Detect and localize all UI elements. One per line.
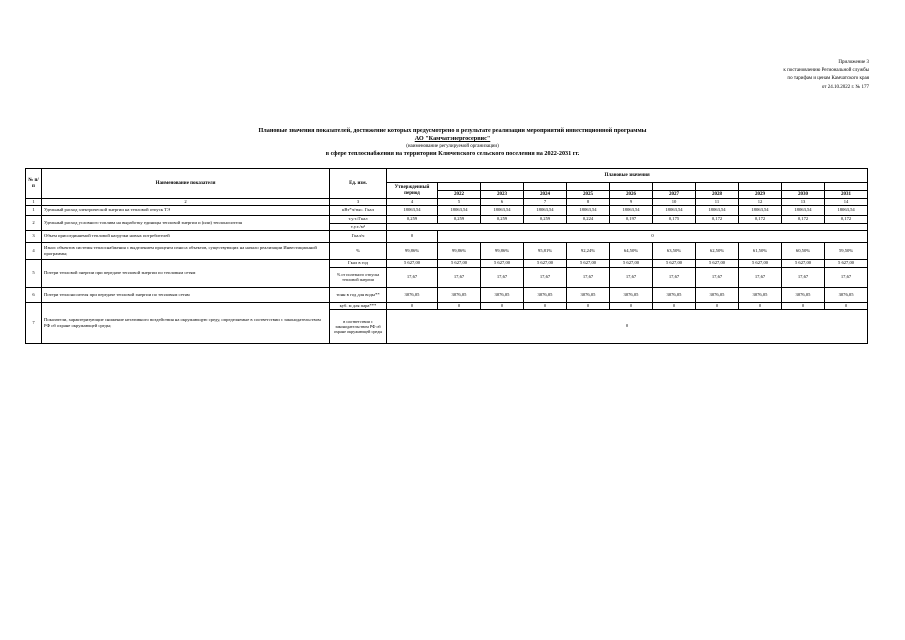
row-value: 0: [739, 302, 782, 309]
year-cell: 2026: [610, 191, 653, 199]
document-title: Плановые значения показателей, достижение которых предусмотрено в результате реализации мероприятий инвестиционной программы: [258, 127, 647, 134]
row-value: 17,67: [739, 267, 782, 287]
row-value: 17,67: [567, 267, 610, 287]
row-value: 62,50%: [696, 242, 739, 259]
row-value: 5 627,00: [696, 259, 739, 267]
row-value: 18063,54: [782, 205, 825, 215]
row-approved: 0: [387, 302, 438, 309]
row-value: 18063,54: [739, 205, 782, 215]
col-number: 14: [825, 199, 868, 206]
row-value: 60,50%: [782, 242, 825, 259]
col-number: 4: [387, 199, 438, 206]
row-value: 0: [524, 302, 567, 309]
row-unit: кВт*ч/тыс. Гкал: [330, 205, 387, 215]
row-approved: 17,67: [387, 267, 438, 287]
indicators-table: [25, 168, 868, 344]
row-value: 0: [610, 302, 653, 309]
header-unit: Ед. изм.: [330, 169, 387, 199]
row-num: 4: [26, 242, 42, 259]
row-value: 61,50%: [739, 242, 782, 259]
row-name: Показатели, характеризующие снижение негативного воздействия на окружающую среду, определяемые в соответствии с законодательством РФ об охране окружающей среды;: [42, 302, 330, 343]
col-number: 7: [524, 199, 567, 206]
year-cell: 2030: [782, 191, 825, 199]
row-value: 0,197: [610, 215, 653, 223]
row-approved: 18063,54: [387, 205, 438, 215]
table-row: [26, 215, 868, 223]
col-number: 1: [26, 199, 42, 206]
row-value: 0,172: [825, 215, 868, 223]
col-number: 8: [567, 199, 610, 206]
row-value: 3076,05: [610, 287, 653, 302]
row-name: Удельный расход электрической энергии на тепловой отпуск ТЭ: [42, 205, 330, 215]
col-number: 13: [782, 199, 825, 206]
row-value: 64,50%: [610, 242, 653, 259]
header-year-2027: [653, 183, 696, 191]
row-value: 17,67: [782, 267, 825, 287]
row-value: 17,67: [524, 267, 567, 287]
row-merged-value: 0: [438, 230, 868, 242]
row-num: 2: [26, 215, 42, 230]
row-value: 99,86%: [481, 242, 524, 259]
row-value: 5 627,00: [438, 259, 481, 267]
row-name: Износ объектов системы теплоснабжения с выделением процента износа объектов, существующих на начало реализации Инвестиционной программы;: [42, 242, 330, 259]
header-year-2024: [524, 183, 567, 191]
row-value: 18063,54: [481, 205, 524, 215]
row-value: 17,67: [653, 267, 696, 287]
row-value: 0,175: [653, 215, 696, 223]
row-unit: %: [330, 242, 387, 259]
organization-name: АО "Камчатэнергосервис": [414, 135, 491, 142]
row-value: 0: [567, 302, 610, 309]
row-value: 3076,05: [825, 287, 868, 302]
row-value: 5 627,00: [782, 259, 825, 267]
document-subtitle: в сфере теплоснабжения на территории Ключевского сельского поселения на 2022-2031 гг.: [325, 150, 580, 157]
row-name: Удельный расход условного топлива на выработку единицы тепловой энергии и (или) теплоносителя: [42, 215, 330, 230]
table-row: [26, 287, 868, 302]
row-value: 5 627,00: [610, 259, 653, 267]
year-cell: 2027: [653, 191, 696, 199]
col-number: 11: [696, 199, 739, 206]
row-value: 5 627,00: [653, 259, 696, 267]
row-unit: % от полезного отпуска тепловой энергии: [330, 267, 387, 287]
year-cell: 2022: [438, 191, 481, 199]
row-value: 3076,05: [782, 287, 825, 302]
appendix-note: [669, 59, 869, 92]
row-value: 3076,05: [567, 287, 610, 302]
year-cell: 2029: [739, 191, 782, 199]
row-value: 0,259: [438, 215, 481, 223]
row-value: 3076,05: [524, 287, 567, 302]
row-value: 5 627,00: [524, 259, 567, 267]
header-approved: Утвержденный период: [387, 183, 438, 199]
col-number: 2: [42, 199, 330, 206]
col-number: 12: [739, 199, 782, 206]
appendix-line-2: к постановлению Региональной службы: [783, 68, 869, 74]
col-number: 6: [481, 199, 524, 206]
row-value: 18063,54: [610, 205, 653, 215]
row-value: 0: [825, 302, 868, 309]
row-value: 17,67: [438, 267, 481, 287]
row-value: 0: [696, 302, 739, 309]
header-num: № п/п: [26, 169, 42, 199]
row-value: 17,67: [825, 267, 868, 287]
row-value: 18063,54: [825, 205, 868, 215]
row-value: 18063,54: [438, 205, 481, 215]
row-value: 0,172: [739, 215, 782, 223]
row-value: 99,86%: [438, 242, 481, 259]
row-value: 0,172: [696, 215, 739, 223]
row-value: 18063,54: [653, 205, 696, 215]
row-value: 63,50%: [653, 242, 696, 259]
row-empty: [387, 223, 868, 230]
header-year-2029: [739, 183, 782, 191]
row-value: 5 627,00: [481, 259, 524, 267]
col-number: 9: [610, 199, 653, 206]
year-cell: 2028: [696, 191, 739, 199]
header-year-2028: [696, 183, 739, 191]
row-unit: куб. м для пара***: [330, 302, 387, 309]
row-value: 0: [481, 302, 524, 309]
row-value: 17,67: [696, 267, 739, 287]
row-approved: 5 627,00: [387, 259, 438, 267]
year-cell: 2031: [825, 191, 868, 199]
header-name: Наименование показателя: [42, 169, 330, 199]
header-row: [26, 169, 868, 183]
row-value: 0,259: [524, 215, 567, 223]
row-num: 6: [26, 287, 42, 302]
row-unit: тонн в год для воды**: [330, 287, 387, 302]
header-year-2031: [825, 183, 868, 191]
row-value: 3076,05: [739, 287, 782, 302]
row-name: Объем присоединяемой тепловой нагрузки новых потребителей: [42, 230, 330, 242]
col-number: 3: [330, 199, 387, 206]
row-value: 5 627,00: [739, 259, 782, 267]
row-value: 0: [438, 302, 481, 309]
year-cell: 2024: [524, 191, 567, 199]
row-value: 92,24%: [567, 242, 610, 259]
row-unit: т.у.т./Гкал: [330, 215, 387, 223]
header-planned: Плановые значения: [387, 169, 868, 183]
col-number: 5: [438, 199, 481, 206]
appendix-line-4: от 24.10.2022 г. № 177: [821, 84, 869, 90]
organization-caption: (наименование регулируемой организации): [406, 144, 499, 149]
table-row: [26, 242, 868, 259]
row-value: 95,81%: [524, 242, 567, 259]
table-row: [26, 205, 868, 215]
header-year-2030: [782, 183, 825, 191]
table-row: [26, 302, 868, 309]
row-value: 18063,54: [524, 205, 567, 215]
row-value: 3076,05: [653, 287, 696, 302]
row-merged-value: 0: [387, 309, 868, 343]
row-approved: 99,86%: [387, 242, 438, 259]
row-value: 17,67: [481, 267, 524, 287]
row-value: 17,67: [610, 267, 653, 287]
row-num: 1: [26, 205, 42, 215]
year-cell: 2023: [481, 191, 524, 199]
row-value: 0: [653, 302, 696, 309]
row-approved: 0: [387, 230, 438, 242]
row-unit: Гкал/ч: [330, 230, 387, 242]
row-value: 3076,05: [481, 287, 524, 302]
row-value: 0,224: [567, 215, 610, 223]
row-value: 18063,54: [567, 205, 610, 215]
row-num: 3: [26, 230, 42, 242]
row-value: 18063,54: [696, 205, 739, 215]
col-number: 10: [653, 199, 696, 206]
table-row: [26, 230, 868, 242]
row-value: 59,50%: [825, 242, 868, 259]
row-unit: Гкал в год: [330, 259, 387, 267]
row-value: 0: [782, 302, 825, 309]
document-titles: [0, 127, 905, 158]
header-year-2022: [438, 183, 481, 191]
row-name: Потери теплоносителя при передаче тепловой энергии по тепловым сетям: [42, 287, 330, 302]
appendix-line-1: Приложение 3: [838, 60, 869, 65]
row-approved: 0,259: [387, 215, 438, 223]
row-unit: в соответствии с законодательством РФ об охране окружающей среды: [330, 309, 387, 343]
row-value: 3076,05: [696, 287, 739, 302]
row-approved: 3076,05: [387, 287, 438, 302]
header-year-2023: [481, 183, 524, 191]
row-value: 3076,05: [438, 287, 481, 302]
row-value: 5 627,00: [567, 259, 610, 267]
column-numbers-row: [26, 199, 868, 206]
row-unit: т.у.т./м³: [330, 223, 387, 230]
row-num: 7: [26, 302, 42, 343]
row-value: 0,172: [782, 215, 825, 223]
row-num: 5: [26, 259, 42, 287]
header-year-2026: [610, 183, 653, 191]
row-value: 5 627,00: [825, 259, 868, 267]
table-row: [26, 259, 868, 267]
header-year-2025: [567, 183, 610, 191]
appendix-line-3: по тарифам и ценам Камчатского края: [787, 76, 869, 82]
year-cell: 2025: [567, 191, 610, 199]
row-value: 0,259: [481, 215, 524, 223]
row-name: Потери тепловой энергии при передаче тепловой энергии по тепловым сетям: [42, 259, 330, 287]
